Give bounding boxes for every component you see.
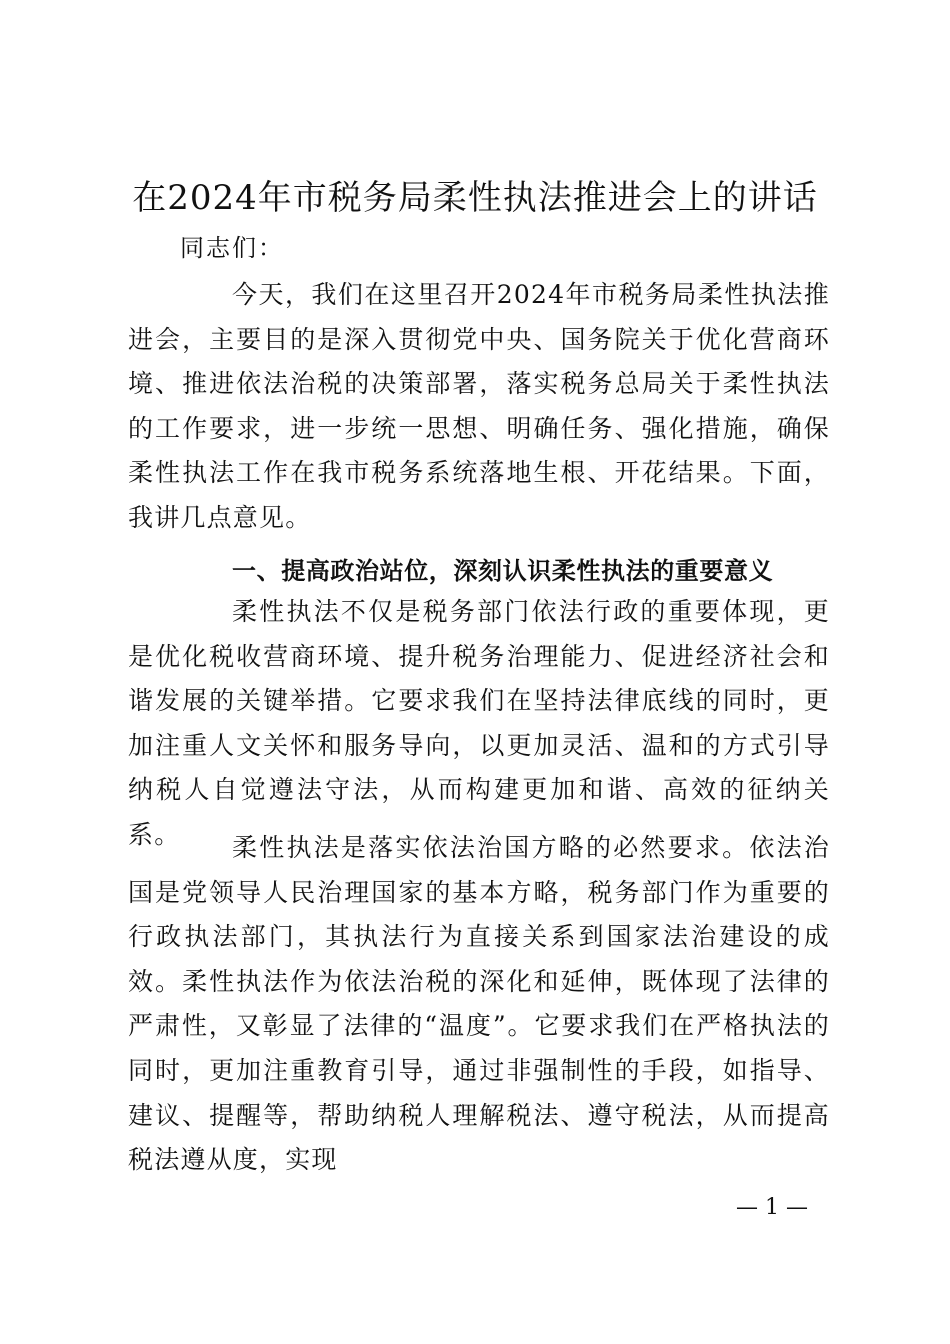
page-number: — 1 —	[736, 1195, 808, 1220]
paragraph-body-2: 柔性执法是落实依法治国方略的必然要求。依法治国是党领导人民治理国家的基本方略，税务部门作为重要的行政执法部门，其执法行为直接关系到国家法治建设的成效。柔性执法作为依法治税的深化和延伸，既体现了法律的严肃性，又彰显了法律的“温度”。它要求我们在严格执法的同时，更加注重教育引导，通过非强制性的手段，如指导、建议、提醒等，帮助纳税人理解税法、遵守税法，从而提高税法遵从度，实现	[128, 833, 830, 1175]
salutation: 同志们：	[180, 234, 284, 262]
document-title: 在2024年市税务局柔性执法推进会上的讲话	[132, 178, 818, 218]
paragraph-body-1: 柔性执法不仅是税务部门依法行政的重要体现，更是优化税收营商环境、提升税务治理能力、促进经济社会和谐发展的关键举措。它要求我们在坚持法律底线的同时，更加注重人文关怀和服务导向，以更加灵活、温和的方式引导纳税人自觉遵法守法，从而构建更加和谐、高效的征纳关系。	[128, 597, 830, 849]
section-heading: 一、提高政治站位，深刻认识柔性执法的重要意义	[232, 557, 774, 585]
paragraph-intro: 今天，我们在这里召开2024年市税务局柔性执法推进会，主要目的是深入贯彻党中央、国务院关于优化营商环境、推进依法治税的决策部署，落实税务总局关于柔性执法的工作要求，进一步统一思想、明确任务、强化措施，确保柔性执法工作在我市税务系统落地生根、开花结果。下面，我讲几点意见。	[128, 280, 830, 532]
